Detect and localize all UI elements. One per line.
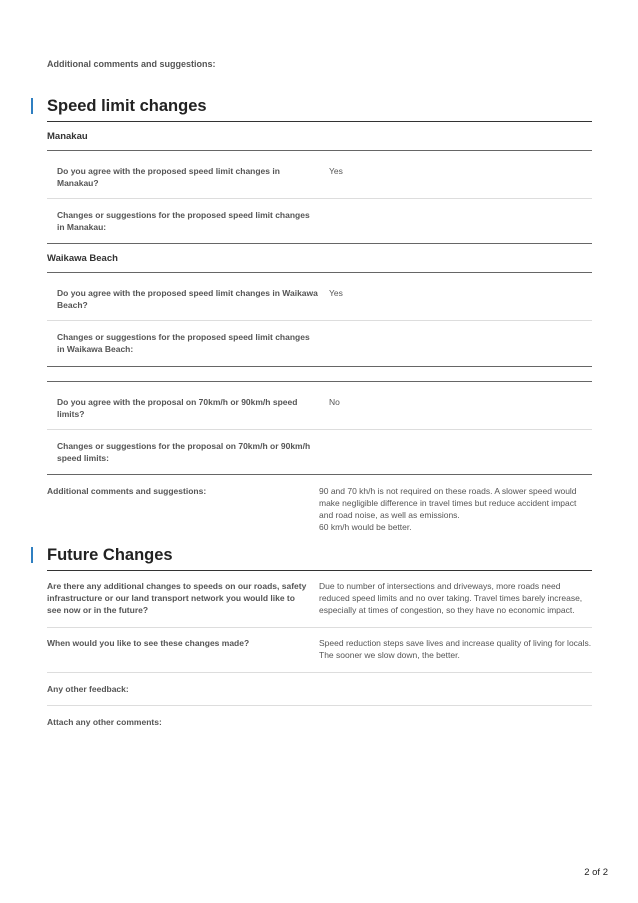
attach-comments-question: Attach any other comments: [47, 717, 162, 727]
waikawa-agree-row [47, 273, 592, 321]
speed-limit-section-title [47, 97, 592, 122]
future-when-answer: Speed reduction steps save lives and increase quality of living for locals. The sooner we slow down, the better. [319, 638, 592, 660]
attach-comments-row [47, 706, 592, 738]
manakau-changes-row [47, 199, 592, 244]
waikawa-agree-question: Do you agree with the proposed speed limit changes in Waikawa Beach? [57, 288, 318, 310]
waikawa-changes-row [47, 321, 592, 367]
future-changes-section-title [47, 546, 592, 571]
manakau-heading: Manakau [47, 122, 592, 151]
waikawa-heading: Waikawa Beach [47, 244, 592, 273]
future-changes-title-text: Future Changes [47, 546, 173, 564]
additional-comments-answer-line-2: 60 km/h would be better. [319, 522, 412, 532]
future-additional-changes-answer: Due to number of intersections and driveways, more roads need reduced speed limits and no over taking. Travel times barely increase, especially at times of congestion, so they have no economic impact. [319, 581, 583, 615]
speed70-agree-answer: No [329, 397, 340, 407]
additional-comments-answer [309, 485, 592, 533]
manakau-changes-answer [319, 209, 592, 233]
other-feedback-answer [309, 683, 592, 695]
manakau-agree-row [47, 151, 592, 199]
manakau-agree-answer: Yes [329, 166, 343, 176]
speed70-agree-question: Do you agree with the proposal on 70km/h or 90km/h speed limits? [57, 397, 298, 419]
section-accent-bar [31, 98, 33, 114]
manakau-changes-question: Changes or suggestions for the proposed speed limit changes in Manakau: [57, 210, 310, 232]
speed-limit-section [47, 97, 592, 533]
waikawa-changes-answer [319, 331, 592, 355]
attach-comments-answer [309, 716, 592, 728]
speed70-changes-question: Changes or suggestions for the proposal on 70km/h or 90km/h speed limits: [57, 441, 311, 463]
speed-limit-title-text: Speed limit changes [47, 97, 207, 115]
additional-comments-answer-line-1: 90 and 70 kh/h is not required on these roads. A slower speed would make negligible difference in travel times but reduce accident impact and road noise, as well as emissions. [319, 486, 577, 520]
additional-comments-question: Additional comments and suggestions: [47, 486, 207, 496]
future-changes-section [47, 546, 592, 738]
top-additional-comments-label: Additional comments and suggestions: [47, 59, 216, 69]
future-when-row [47, 628, 592, 673]
section-separator [47, 367, 592, 382]
waikawa-agree-answer: Yes [329, 288, 343, 298]
waikawa-changes-question: Changes or suggestions for the proposed speed limit changes in Waikawa Beach: [57, 332, 310, 354]
future-when-question: When would you like to see these changes made? [47, 638, 250, 648]
other-feedback-row [47, 673, 592, 706]
other-feedback-question: Any other feedback: [47, 684, 129, 694]
speed70-changes-row [47, 430, 592, 475]
manakau-agree-question: Do you agree with the proposed speed limit changes in Manakau? [57, 166, 280, 188]
section-accent-bar [31, 547, 33, 563]
future-additional-changes-question: Are there any additional changes to speeds on our roads, safety infrastructure or our land transport network you would like to see now or in the future? [47, 581, 307, 615]
page-number: 2 of 2 [584, 867, 608, 878]
additional-comments-row [47, 475, 592, 533]
speed70-agree-row [47, 382, 592, 430]
future-additional-changes-row [47, 571, 592, 628]
speed70-changes-answer [319, 440, 592, 464]
